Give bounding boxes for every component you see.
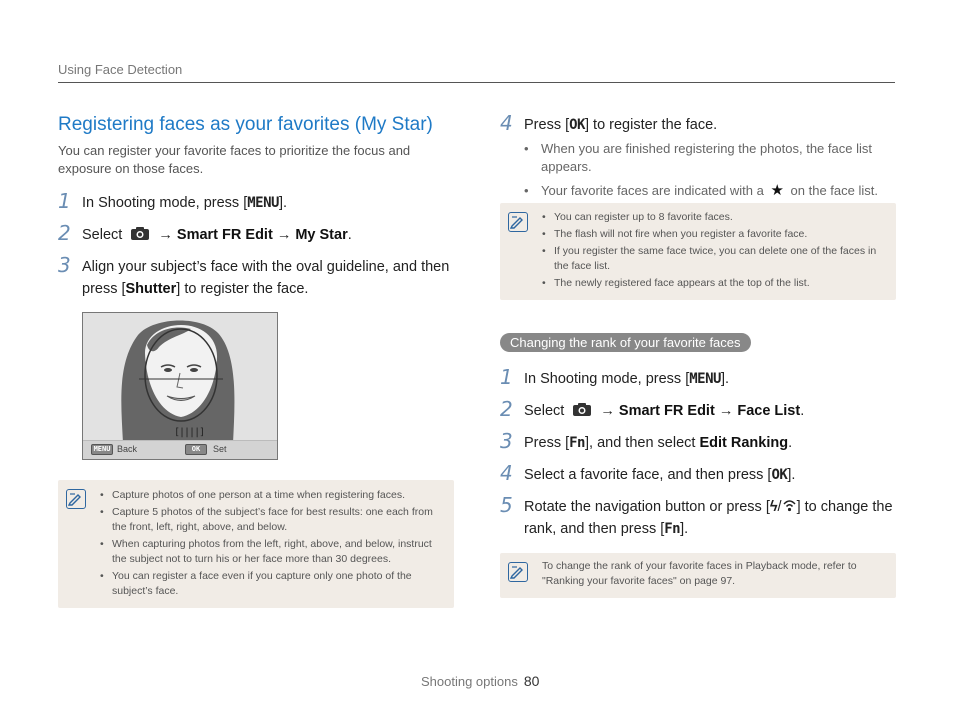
face-guide-illustration xyxy=(83,313,278,443)
step-number: 4 xyxy=(500,111,513,135)
set-label: Set xyxy=(213,444,227,454)
rank-step-5: 5 Rotate the navigation button or press [ϟ/ ] to change the rank, and then press [Fn]. xyxy=(500,496,896,540)
rank-steps xyxy=(500,365,896,540)
rank-step-3: 3 Press [Fn], and then select Edit Ranking. xyxy=(500,429,793,453)
footer-section: Shooting options xyxy=(421,674,518,689)
page-footer xyxy=(421,673,539,689)
subsection-title: Changing the rank of your favorite faces xyxy=(500,333,751,352)
rank-step-1: 1 In Shooting mode, press [MENU]. xyxy=(500,365,730,389)
list-item: • When capturing photos from the left, right, above, and below, instruct the subject not to turn his or her face more than 30 degrees. xyxy=(100,537,446,567)
menu-key: MENU xyxy=(689,371,721,387)
step-number: 2 xyxy=(500,397,513,421)
menu-key: MENU xyxy=(247,195,279,211)
timer-icon: [||||] xyxy=(174,427,205,438)
list-item: • Capture photos of one person at a time when registering faces. xyxy=(100,488,446,503)
right-column xyxy=(500,112,896,206)
step-2: 2 Select → Smart FR Edit → My Star. xyxy=(58,221,352,245)
arrow-right-icon: → xyxy=(158,227,173,243)
ok-key: OK xyxy=(771,467,788,483)
step-number: 3 xyxy=(500,429,513,453)
step-number: 1 xyxy=(58,189,71,213)
step-number: 3 xyxy=(58,253,71,277)
shutter-key: Shutter xyxy=(125,281,177,297)
star-icon: ★ xyxy=(770,182,784,199)
ok-key: OK xyxy=(569,117,585,133)
page-number: 80 xyxy=(523,673,540,689)
running-header: Using Face Detection xyxy=(58,62,183,77)
list-item: • The flash will not fire when you register a favorite face. xyxy=(542,227,882,242)
note-icon xyxy=(66,489,86,509)
header-divider xyxy=(58,82,895,83)
note-icon xyxy=(508,212,528,232)
step-number: 5 xyxy=(500,493,513,517)
step-4-register: 4 Press [OK] to register the face. xyxy=(500,111,718,135)
menu-key-icon: MENU xyxy=(91,444,113,455)
right-note-box xyxy=(500,203,896,300)
rank-step-2: 2 Select → Smart FR Edit → Face List. xyxy=(500,397,805,421)
ok-key-icon: OK xyxy=(185,444,207,455)
step-3: 3 Align your subject’s face with the oval guideline, and then press [Shutter] to register the face. xyxy=(58,253,450,297)
playback-note-box xyxy=(500,553,896,598)
timer-icon xyxy=(782,498,797,512)
fn-key: Fn xyxy=(664,521,681,537)
arrow-right-icon: → xyxy=(276,227,292,243)
list-item: • If you register the same face twice, you can delete one of the faces in the face list. xyxy=(542,244,882,274)
rank-step-4: 4 Select a favorite face, and then press [OK]. xyxy=(500,461,796,485)
left-column xyxy=(58,112,454,300)
note-icon xyxy=(508,562,528,582)
list-item: • You can register a face even if you capture only one photo of the subject’s face. xyxy=(100,569,446,599)
arrow-right-icon: → xyxy=(600,403,615,419)
back-label: Back xyxy=(117,444,138,454)
left-note-box xyxy=(58,480,454,608)
step-number: 2 xyxy=(58,221,71,245)
camera-icon xyxy=(130,226,150,241)
arrow-right-icon: → xyxy=(718,403,734,419)
list-item: • The newly registered face appears at the top of the list. xyxy=(542,276,882,291)
camera-button-bar xyxy=(83,440,277,459)
list-item: • You can register up to 8 favorite faces. xyxy=(542,210,882,225)
list-item: • Your favorite faces are indicated with a ★ on the face list. xyxy=(524,182,896,200)
fn-key: Fn xyxy=(569,435,585,451)
camera-icon xyxy=(572,402,592,417)
intro-paragraph: You can register your favorite faces to prioritize the focus and exposure on those faces. xyxy=(58,143,411,176)
left-note-list xyxy=(100,488,446,601)
step-number: 4 xyxy=(500,461,513,485)
step-1: 1 In Shooting mode, press [MENU]. xyxy=(58,189,288,213)
playback-note-text: To change the rank of your favorite faces in Playback mode, refer to "Ranking your favorite faces" on page 97. xyxy=(542,560,857,587)
list-item: • Capture 5 photos of the subject’s face for best results: one each from the front, left, right, above, and below. xyxy=(100,505,446,535)
step-4-bullets xyxy=(500,140,896,200)
list-item: • When you are finished registering the photos, the face list appears. xyxy=(524,140,896,176)
flash-icon: ϟ xyxy=(769,499,778,515)
section-title: Registering faces as your favorites (My Star) xyxy=(58,114,433,135)
camera-screen-illustration xyxy=(82,312,278,460)
step-number: 1 xyxy=(500,365,513,389)
right-note-list xyxy=(542,210,882,293)
